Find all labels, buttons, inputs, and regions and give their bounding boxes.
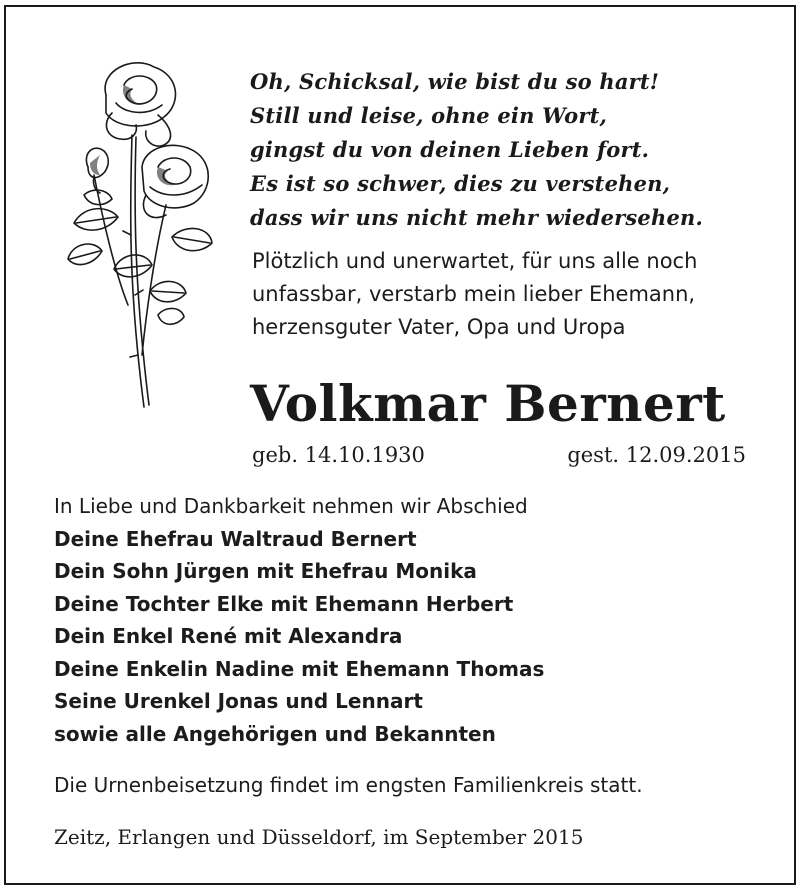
announcement-line: unfassbar, verstarb mein lieber Ehemann, xyxy=(252,282,696,306)
mourner-item: Deine Ehefrau Waltraud Bernert xyxy=(54,526,417,551)
death-announcement xyxy=(252,245,772,344)
deceased-name: Volkmar Bernert xyxy=(250,374,726,433)
mourner-item: Dein Sohn Jürgen mit Ehefrau Monika xyxy=(54,559,477,583)
mourner-item: Deine Tochter Elke mit Ehemann Herbert xyxy=(54,591,514,616)
death-date: gest. 12.09.2015 xyxy=(567,443,746,467)
announcement-line: Plötzlich und unerwartet, für uns alle noch xyxy=(252,249,698,273)
birth-date: geb. 14.10.1930 xyxy=(252,443,425,467)
life-dates xyxy=(252,440,746,470)
mourner-item: Seine Urenkel Jonas und Lennart xyxy=(54,689,423,713)
mourner-item: sowie alle Angehörigen und Bekannten xyxy=(54,721,496,746)
funeral-notice: Die Urnenbeisetzung findet im engsten Familienkreis statt. xyxy=(54,773,643,797)
mourner-item: Dein Enkel René mit Alexandra xyxy=(54,624,403,648)
poem-line: Still und leise, ohne ein Wort, xyxy=(250,103,608,128)
place-and-date: Zeitz, Erlangen und Düsseldorf, im September 2015 xyxy=(54,825,584,849)
poem-line: gingst du von deinen Lieben fort. xyxy=(250,137,650,162)
mourners-list xyxy=(54,490,774,750)
poem-line: dass wir uns nicht mehr wiedersehen. xyxy=(250,205,703,230)
poem-line: Oh, Schicksal, wie bist du so hart! xyxy=(250,69,660,94)
announcement-line: herzensguter Vater, Opa und Uropa xyxy=(252,315,626,339)
roses-icon xyxy=(54,55,222,417)
poem xyxy=(250,65,770,235)
poem-line: Es ist so schwer, dies zu verstehen, xyxy=(250,171,671,196)
obituary-notice xyxy=(4,5,796,885)
farewell-line: In Liebe und Dankbarkeit nehmen wir Abschied xyxy=(54,494,528,518)
mourner-item: Deine Enkelin Nadine mit Ehemann Thomas xyxy=(54,656,545,681)
